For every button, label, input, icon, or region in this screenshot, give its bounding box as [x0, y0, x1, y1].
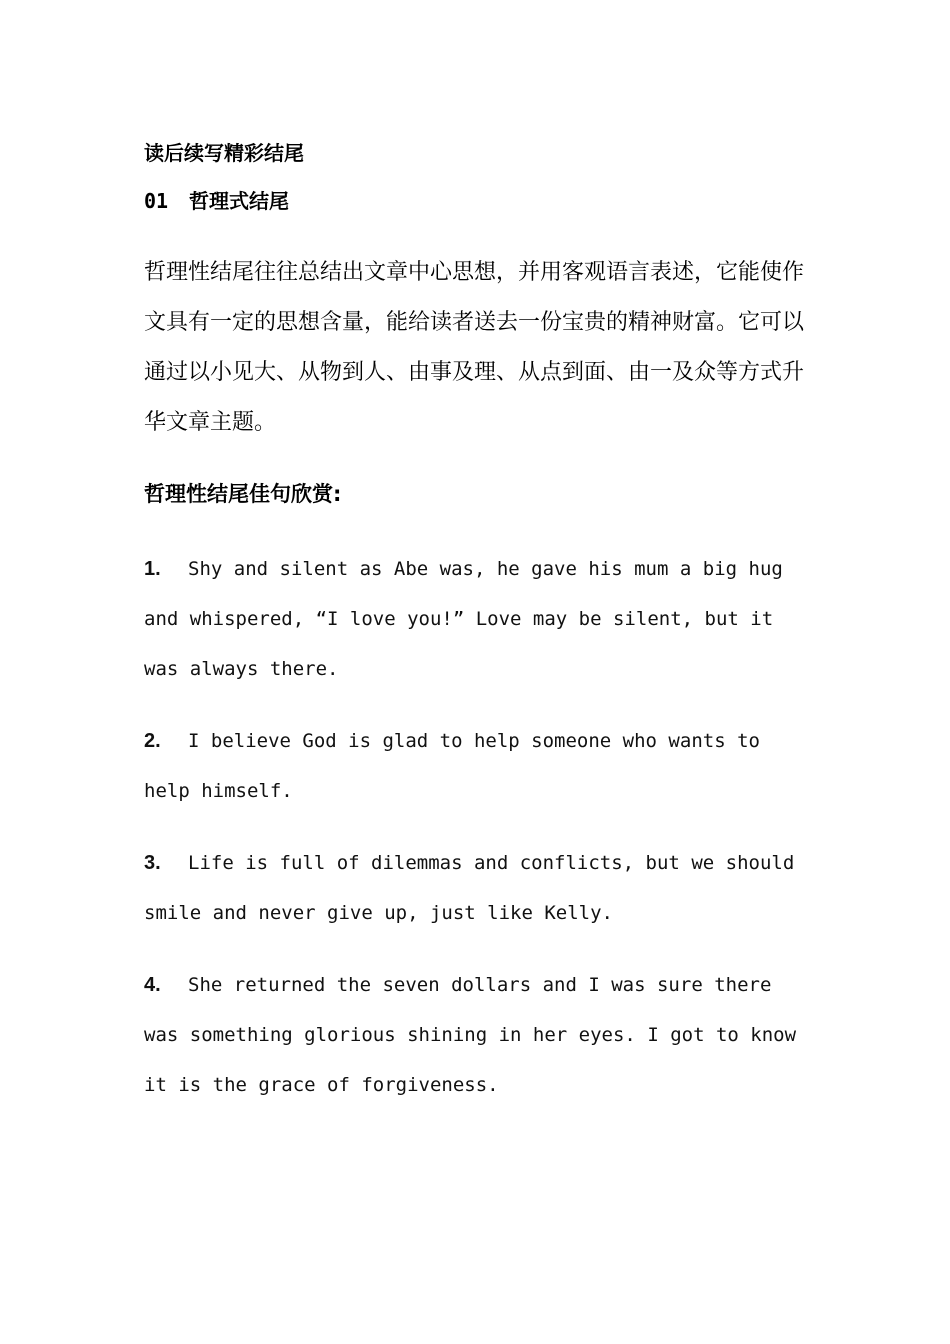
example-item-4 — [144, 960, 814, 1110]
intro-paragraph: 哲理性结尾往往总结出文章中心思想，并用客观语言表述，它能使作文具有一定的思想含量，能给读者送去一份宝贵的精神财富。它可以通过以小见大、从物到人、由事及理、从点到面、由一及众等方式升华文章主题。 — [144, 260, 805, 435]
example-number: 3. — [144, 852, 161, 874]
example-item-1 — [144, 544, 814, 694]
section-heading — [144, 187, 289, 215]
example-text: She returned the seven dollars and I was sure there was something glorious shining in her eyes. I got to know it is the grace of forgiveness. — [144, 974, 797, 1096]
example-number: 1. — [144, 558, 161, 580]
section-title: 哲理式结尾 — [189, 189, 289, 213]
example-text: I believe God is glad to help someone who wants to help himself. — [144, 730, 760, 802]
example-text: Life is full of dilemmas and conflicts, but we should smile and never give up, just like Kelly. — [144, 852, 795, 924]
example-list — [144, 544, 814, 1132]
example-text: Shy and silent as Abe was, he gave his mum a big hug and whispered, “I love you!” Love may be silent, but it was always there. — [144, 558, 783, 680]
example-number: 4. — [144, 974, 161, 996]
document-title: 读后续写精彩结尾 — [144, 141, 304, 165]
example-item-2 — [144, 716, 814, 816]
example-number: 2. — [144, 730, 161, 752]
section-number: 01 — [144, 189, 169, 213]
example-item-3 — [144, 838, 814, 938]
examples-heading: 哲理性结尾佳句欣赏: — [144, 482, 342, 506]
